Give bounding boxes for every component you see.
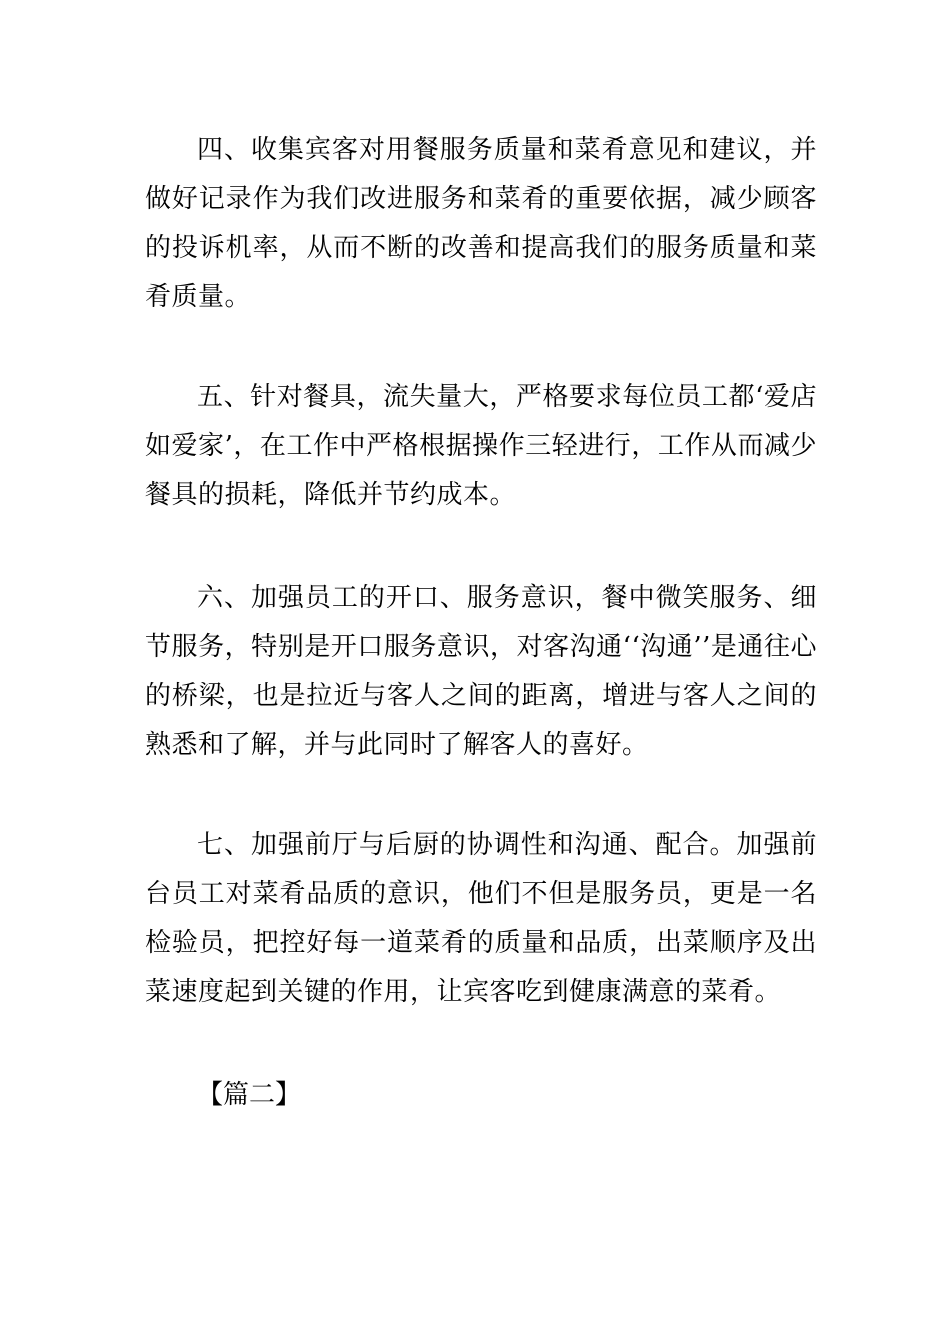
paragraph-five: 五、针对餐具，流失量大，严格要求每位员工都‘爱店如爱家’，在工作中严格根据操作三轻进行，工作从而减少餐具的损耗，降低并节约成本。	[145, 382, 817, 510]
paragraph-six: 六、加强员工的开口、服务意识，餐中微笑服务、细节服务，特别是开口服务意识，对客沟通‘‘沟通’’是通往心的桥梁，也是拉近与客人之间的距离，增进与客人之间的熟悉和了解，并与此同时了解客人的喜好。	[145, 583, 817, 760]
paragraph-seven: 七、加强前厅与后厨的协调性和沟通、配合。加强前台员工对菜肴品质的意识，他们不但是服务员，更是一名检验员，把控好每一道菜肴的质量和品质，出菜顺序及出菜速度起到关键的作用，让宾客吃到健康满意的菜肴。	[145, 830, 817, 1007]
paragraph-four: 四、收集宾客对用餐服务质量和菜肴意见和建议，并做好记录作为我们改进服务和菜肴的重要依据，减少顾客的投诉机率，从而不断的改善和提高我们的服务质量和菜肴质量。	[145, 135, 817, 312]
section-heading: 【篇二】	[197, 1080, 302, 1110]
